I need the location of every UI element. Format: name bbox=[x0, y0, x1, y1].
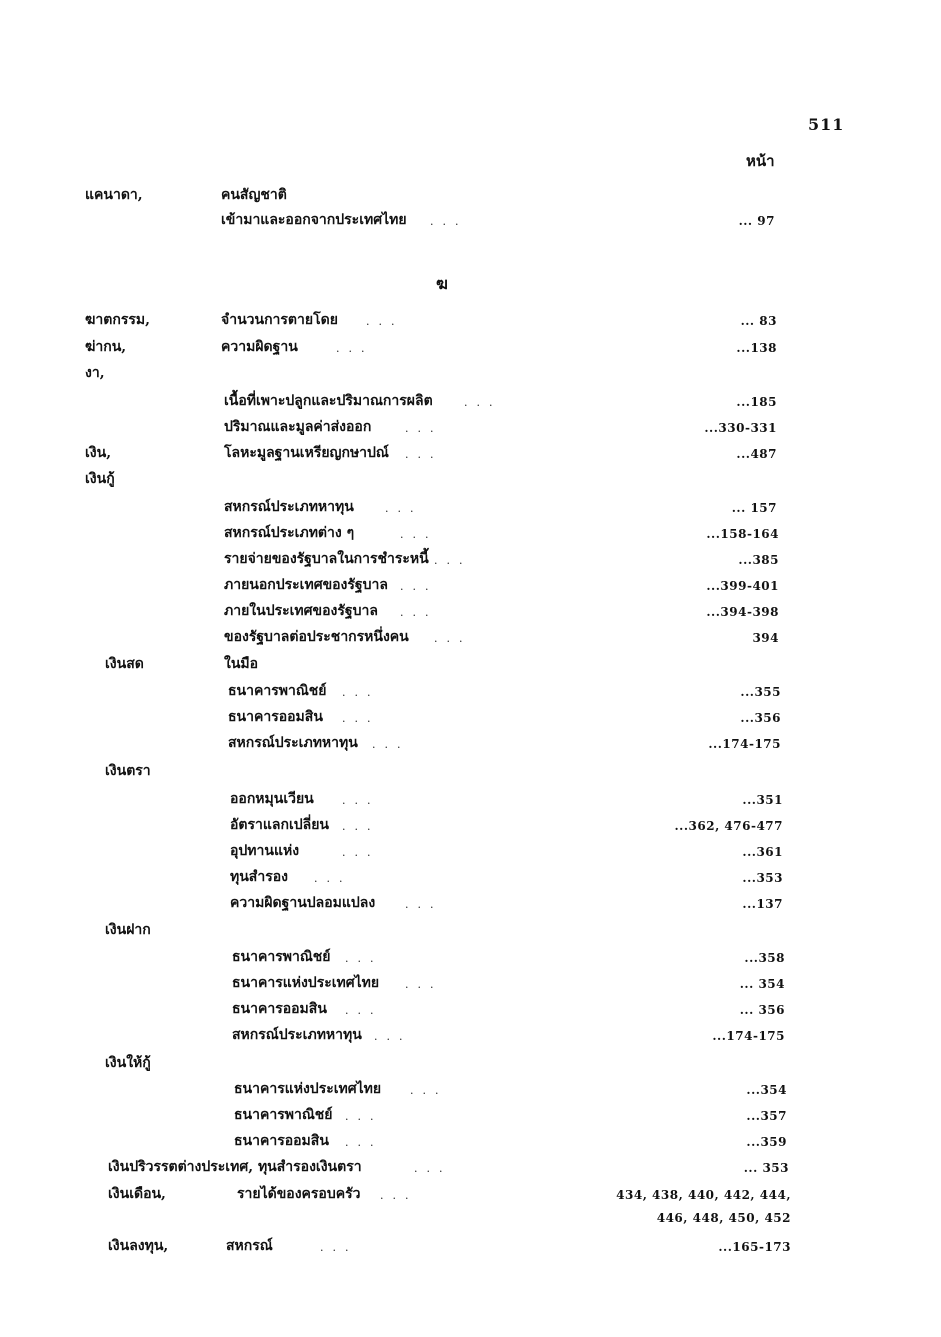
index-heading: ฆาตกรรม, bbox=[85, 312, 150, 328]
leader-dots: ... bbox=[400, 528, 438, 541]
leader-dots: ... bbox=[434, 632, 472, 645]
index-subentry: ภายในประเทศของรัฐบาล bbox=[224, 603, 378, 619]
index-subentry: ออกหมุนเวียน bbox=[230, 791, 314, 807]
index-subentry: ธนาคารออมสิน bbox=[228, 709, 323, 725]
page-reference: ...361 bbox=[742, 845, 783, 859]
leader-dots: ... bbox=[342, 712, 380, 725]
leader-dots: ... bbox=[336, 342, 374, 355]
index-heading: เงินปริวรรตต่างประเทศ, ทุนสำรองเงินตรา bbox=[108, 1159, 362, 1175]
index-subentry: เนื้อที่เพาะปลูกและปริมาณการผลิต bbox=[224, 393, 433, 409]
index-subentry: โลหะมูลฐานเหรียญกษาปณ์ bbox=[224, 445, 389, 461]
leader-dots: ... bbox=[380, 1189, 418, 1202]
index-heading: เงินฝาก bbox=[105, 922, 151, 938]
page-reference: ...158-164 bbox=[706, 527, 779, 541]
index-subentry: คนสัญชาติ bbox=[221, 187, 287, 203]
section-letter: ฆ bbox=[436, 274, 448, 293]
index-subentry: ธนาคารออมสิน bbox=[234, 1133, 329, 1149]
leader-dots: ... bbox=[342, 686, 380, 699]
index-subentry: สหกรณ์ประเภทหาทุน bbox=[228, 735, 358, 751]
index-subentry: ของรัฐบาลต่อประชากรหนึ่งคน bbox=[224, 629, 409, 645]
page-number: 511 bbox=[808, 115, 845, 134]
leader-dots: ... bbox=[414, 1162, 452, 1175]
index-subentry: ธนาคารแห่งประเทศไทย bbox=[232, 975, 380, 991]
index-heading: งา, bbox=[85, 365, 105, 381]
index-subentry: สหกรณ์ประเภทหาทุน bbox=[224, 499, 354, 515]
index-subentry: สหกรณ์ bbox=[226, 1238, 273, 1254]
index-heading: เงินให้กู้ bbox=[105, 1055, 151, 1071]
page-reference: ...330-331 bbox=[704, 421, 777, 435]
leader-dots: ... bbox=[342, 846, 380, 859]
leader-dots: ... bbox=[342, 820, 380, 833]
leader-dots: ... bbox=[405, 448, 443, 461]
index-subentry: อัตราแลกเปลี่ยน bbox=[230, 817, 329, 833]
leader-dots: ... bbox=[345, 1004, 383, 1017]
index-subentry: ปริมาณและมูลค่าส่งออก bbox=[224, 419, 372, 435]
leader-dots: ... bbox=[314, 872, 352, 885]
leader-dots: ... bbox=[405, 978, 443, 991]
page-reference: ... 97 bbox=[738, 214, 775, 228]
leader-dots: ... bbox=[385, 502, 423, 515]
leader-dots: ... bbox=[405, 898, 443, 911]
index-subentry: เข้ามาและออกจากประเทศไทย bbox=[221, 212, 407, 228]
page-reference: ...385 bbox=[738, 553, 779, 567]
index-subentry: ความผิดฐาน bbox=[221, 339, 298, 355]
page-reference: ... 83 bbox=[740, 314, 777, 328]
index-subentry: ธนาคารออมสิน bbox=[232, 1001, 327, 1017]
page-reference: ...354 bbox=[746, 1083, 787, 1097]
page-reference: ...355 bbox=[740, 685, 781, 699]
index-heading: เงินเดือน, bbox=[108, 1186, 166, 1202]
page-reference: ... 353 bbox=[743, 1161, 789, 1175]
leader-dots: ... bbox=[372, 738, 410, 751]
leader-dots: ... bbox=[405, 422, 443, 435]
page-reference: ...351 bbox=[742, 793, 783, 807]
index-subentry: ภายนอกประเทศของรัฐบาล bbox=[224, 577, 388, 593]
leader-dots: ... bbox=[464, 396, 502, 409]
leader-dots: ... bbox=[320, 1241, 358, 1254]
index-heading: เงินตรา bbox=[105, 763, 151, 779]
leader-dots: ... bbox=[410, 1084, 448, 1097]
index-subentry: ธนาคารแห่งประเทศไทย bbox=[234, 1081, 382, 1097]
page-reference: ... 354 bbox=[739, 977, 785, 991]
page-reference: ...174-175 bbox=[712, 1029, 785, 1043]
index-subentry: จำนวนการตายโดย bbox=[221, 312, 338, 328]
page-reference: ...165-173 bbox=[718, 1240, 791, 1254]
index-subentry: ธนาคารพาณิชย์ bbox=[234, 1107, 333, 1123]
index-subentry: ธนาคารพาณิชย์ bbox=[232, 949, 331, 965]
index-subentry: ความผิดฐานปลอมแปลง bbox=[230, 895, 376, 911]
leader-dots: ... bbox=[345, 952, 383, 965]
page-reference: ...487 bbox=[736, 447, 777, 461]
page-reference: ...362, 476-477 bbox=[674, 819, 783, 833]
index-heading: เงินกู้ bbox=[85, 471, 115, 487]
page-reference: ...358 bbox=[744, 951, 785, 965]
index-subentry: ธนาคารพาณิชย์ bbox=[228, 683, 327, 699]
leader-dots: ... bbox=[434, 554, 472, 567]
page-reference: ...174-175 bbox=[708, 737, 781, 751]
page-reference: ...137 bbox=[742, 897, 783, 911]
index-heading: เงินสด bbox=[105, 656, 144, 672]
page-reference: ... 356 bbox=[739, 1003, 785, 1017]
index-subentry: สหกรณ์ประเภทหาทุน bbox=[232, 1027, 362, 1043]
index-subentry: รายจ่ายของรัฐบาลในการชำระหนี้ bbox=[224, 551, 429, 567]
page-reference: ...357 bbox=[746, 1109, 787, 1123]
page-reference: ...359 bbox=[746, 1135, 787, 1149]
page-reference: 434, 438, 440, 442, 444, bbox=[616, 1188, 791, 1202]
column-header: หน้า bbox=[746, 152, 775, 170]
page-reference: ...399-401 bbox=[706, 579, 779, 593]
leader-dots: ... bbox=[374, 1030, 412, 1043]
leader-dots: ... bbox=[400, 580, 438, 593]
page-reference: ...356 bbox=[740, 711, 781, 725]
index-subentry: ในมือ bbox=[224, 656, 259, 672]
index-heading: เงิน, bbox=[85, 445, 112, 461]
page-reference: ...185 bbox=[736, 395, 777, 409]
page-reference: 394 bbox=[752, 631, 779, 645]
page-reference: ...353 bbox=[742, 871, 783, 885]
index-subentry: ทุนสำรอง bbox=[230, 869, 288, 885]
leader-dots: ... bbox=[366, 315, 404, 328]
index-subentry: อุปทานแห่ง bbox=[230, 843, 300, 859]
index-heading: เงินลงทุน, bbox=[108, 1238, 169, 1254]
page-reference: ...138 bbox=[736, 341, 777, 355]
index-heading: ฆ่ากน, bbox=[85, 339, 127, 355]
index-subentry: สหกรณ์ประเภทต่าง ๆ bbox=[224, 525, 355, 541]
page-reference: ...394-398 bbox=[706, 605, 779, 619]
leader-dots: ... bbox=[345, 1136, 383, 1149]
leader-dots: ... bbox=[345, 1110, 383, 1123]
index-subentry: รายได้ของครอบครัว bbox=[237, 1186, 361, 1202]
leader-dots: ... bbox=[342, 794, 380, 807]
leader-dots: ... bbox=[430, 215, 468, 228]
page-reference: 446, 448, 450, 452 bbox=[656, 1211, 791, 1225]
index-heading: แคนาดา, bbox=[85, 187, 143, 203]
page-reference: ... 157 bbox=[731, 501, 777, 515]
leader-dots: ... bbox=[400, 606, 438, 619]
